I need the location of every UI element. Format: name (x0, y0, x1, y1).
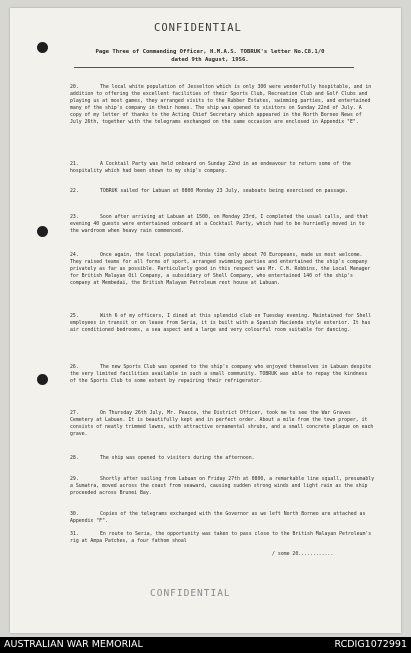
paragraph-number: 27. (70, 410, 79, 416)
paragraph-20 (70, 84, 375, 125)
paragraph-number: 24. (70, 252, 79, 258)
paragraph-number: 21. (70, 161, 79, 167)
paragraph-24 (70, 252, 375, 287)
paragraph-21 (70, 161, 375, 175)
paragraph-23 (70, 214, 375, 235)
continuation-note: / some 20............ (272, 551, 334, 557)
paragraph-text: A Cocktail Party was held onboard on Sunday 22nd in an endeavour to return some of the hospitality which had been shown to my ship's company. (70, 161, 351, 174)
paragraph-26 (70, 364, 375, 385)
punch-hole (37, 42, 48, 53)
paragraph-number: 31. (70, 531, 79, 537)
paragraph-text: With 6 of my officers, I dined at this splendid club on Tuesday evening. Maintained for Shell employees in transit or on leave from Seria, it is built with a Spanish Hacienda style exterior. It has air conditioned bedrooms, a sea aspect and a large and very colourful room suitable for dancing. (70, 313, 372, 333)
paragraph-30 (70, 511, 375, 525)
archive-name: AUSTRALIAN WAR MEMORIAL (4, 639, 143, 650)
letter-header-line2: dated 9th August, 1956. (171, 57, 249, 63)
classification-top: CONFIDENTIAL (154, 22, 242, 34)
paragraph-text: Copies of the telegrams exchanged with the Governor as we left North Borneo are attached as Appendix "F". (70, 511, 366, 524)
letter-header-line1: Page Three of Commanding Officer, H.M.A.S. TOBRUK's letter No.C8.1/0 (95, 49, 325, 55)
paragraph-number: 23. (70, 214, 79, 220)
punch-hole (37, 226, 48, 237)
paragraph-number: 20. (70, 84, 79, 90)
paragraph-text: Shortly after sailing from Labuan on Friday 27th at 0800, a remarkable line squall, presumably a Sumatra, moved across the coast from seaward, causing sudden strong winds and light rain as the ship proceeded across Brunei Bay. (70, 476, 375, 496)
paragraph-28 (70, 455, 375, 462)
paragraph-number: 29. (70, 476, 79, 482)
paragraph-number: 22. (70, 188, 79, 194)
document-page (10, 8, 401, 633)
paragraph-text: Soon after arriving at Labuan at 1500, on Monday 23rd, I completed the usual calls, and that evening 40 guests were entertained onboard at a Cocktail Party, which had to be hurriedly moved in to the wardroom when heavy rain commenced. (70, 214, 369, 234)
paragraph-text: The new Sports Club was opened to the ship's company who enjoyed themselves in Labuan despite the very limited facilities available in such a small community. TOBRUK was able to repay the kindness of the Sports Club to some extent by repairing their refrigerator. (70, 364, 372, 384)
paragraph-number: 28. (70, 455, 79, 461)
paragraph-number: 25. (70, 313, 79, 319)
paragraph-31 (70, 531, 375, 545)
archive-footer (0, 637, 411, 653)
paragraph-text: The local white population of Jesselton which is only 300 were wonderfully hospitable, and in addition to offering the excellent facilities of their Sports Club, Recreation Club and Golf Clubs and playing us at most games, they arranged visits to the Rubber Estates, swimming parties, and entertained many of the ship's company in their homes. The ship was opened to visitors on Sunday 22nd of July. A copy of my letter of thanks to the Acting Chief Secretary which appeared in the North Borneo News of July 26th, together with the telegrams exchanged on the same occasion are enclosed in Appendix "E". (70, 84, 372, 125)
paragraph-number: 30. (70, 511, 79, 517)
paragraph-text: TOBRUK sailed for Labuan at 0800 Monday 23 July, seaboats being exercised on passage. (100, 188, 348, 194)
header-rule (74, 67, 354, 68)
archive-reference: RCDIG1072991 (334, 639, 407, 650)
paragraph-text: Once again, the local population, this time only about 70 Europeans, made us most welcome. They raised teams for all forms of sport, arranged swimming parties and entertained the ship's company privately as far as possible. Particularly good in this respect was Mr. C.H. Robbins, the Local Manager for British Malayan Oil Company, a subsidiary of Shell Company, who entertained 140 of the ship's company at Membedai, the British Malayan Petroleum rest house at Labuan. (70, 252, 371, 286)
paragraph-text: The ship was opened to visitors during the afternoon. (100, 455, 255, 461)
punch-hole (37, 374, 48, 385)
paragraph-29 (70, 476, 375, 497)
paragraph-25 (70, 313, 375, 334)
paragraph-27 (70, 410, 375, 438)
paragraph-22 (70, 188, 375, 195)
paragraph-number: 26. (70, 364, 79, 370)
paragraph-text: En route to Seria, the opportunity was taken to pass close to the British Malayan Petroleum's rig at Ampa Patches, a four fathom shoal (70, 531, 372, 544)
paragraph-text: On Thursday 26th July, Mr. Peacce, the District Officer, took me to see the War Graves Cemetery at Labuan. It is beautifully kept and in perfect order. About a mile from the town proper, it consists of neatly trimmed lawns, with attractive ornamental shrubs, and a small concrete plaque on each grave. (70, 410, 374, 437)
classification-bottom: CONFIDENTIAL (150, 588, 231, 599)
